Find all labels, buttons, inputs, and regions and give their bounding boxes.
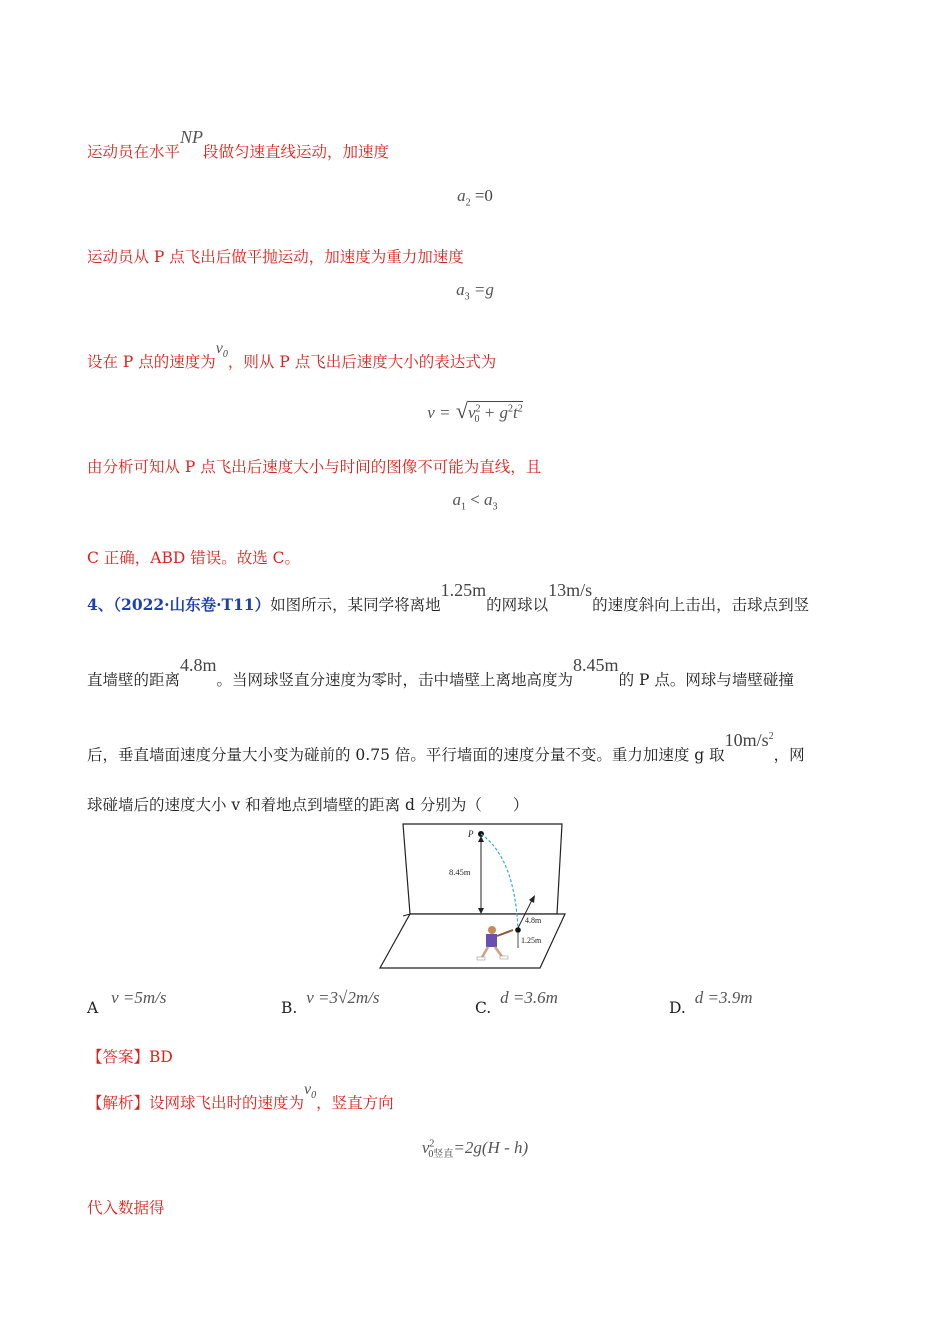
para3-text-2: ，则从 P 点飞出后速度大小的表达式为 xyxy=(227,353,497,371)
equation-3 xyxy=(0,398,950,425)
q4-v4: 8.45m xyxy=(573,655,619,675)
wall-plane xyxy=(403,824,562,914)
eq2-a: a xyxy=(456,280,465,299)
eq4-lt: < xyxy=(465,490,485,509)
sqrt-radicand xyxy=(468,401,523,426)
analysis-text: 【解析】设网球飞出时的速度为 xyxy=(87,1094,305,1112)
eq4-a1: a xyxy=(452,490,461,509)
option-d[interactable] xyxy=(669,988,753,1017)
q4-l2b: 。当网球竖直分速度为零时，击中墙壁上离地高度为 xyxy=(216,671,574,689)
paragraph-4: 由分析可知从 P 点飞出后速度大小与时间的图像不可能为直线，且 xyxy=(87,458,542,476)
analysis-v-letter: v xyxy=(304,1081,312,1098)
question-4-line-4: 球碰墙后的速度大小 v 和着地点到墙壁的距离 d 分别为（ ） xyxy=(87,796,529,814)
equation-5 xyxy=(0,1138,950,1160)
option-d-value: d =3.9m xyxy=(694,988,753,1007)
analysis-line xyxy=(87,1081,394,1115)
q4-v5-sup: 2 xyxy=(768,731,774,742)
q4-v3: 4.8m xyxy=(180,655,217,675)
eq4-sub1: 1 xyxy=(460,501,466,513)
option-b-value: v =3√2m/s xyxy=(306,988,380,1007)
eq3-sup3: 2 xyxy=(517,403,523,415)
eq3-sub0: 0 xyxy=(474,414,480,426)
q4-l2c: 的 P 点。网球与墙壁碰撞 xyxy=(618,671,794,689)
option-c[interactable] xyxy=(475,988,558,1017)
option-a-value: v =5m/s xyxy=(111,988,167,1007)
paragraph-1 xyxy=(87,127,390,162)
analysis-text-2: ，竖直方向 xyxy=(316,1094,394,1112)
eq5-sup: 2 xyxy=(429,1138,435,1150)
option-a[interactable] xyxy=(87,988,167,1017)
eq1-a: a xyxy=(457,186,466,205)
question-4-line-3 xyxy=(87,730,805,765)
eq3-v: v xyxy=(468,403,476,422)
paragraph-6: 代入数据得 xyxy=(87,1199,165,1217)
para3-v-letter: v xyxy=(215,340,223,357)
equation-2 xyxy=(0,280,950,302)
eq1-sub: 2 xyxy=(465,197,471,209)
option-d-letter: D. xyxy=(669,999,686,1017)
eq5-rest: =2g(H - h) xyxy=(453,1138,529,1157)
question-4-line-1 xyxy=(87,580,810,615)
eq5-sub: 0竖直 xyxy=(428,1149,454,1161)
para3-v-sub: 0 xyxy=(222,349,228,361)
option-c-letter: C. xyxy=(475,999,492,1017)
label-distance: 4.8m xyxy=(525,916,542,925)
eq3-t: t xyxy=(513,403,518,422)
option-b-letter: B. xyxy=(281,999,298,1017)
eq5-v: v xyxy=(421,1138,430,1157)
label-height-ball: 1.25m xyxy=(521,936,542,945)
q4-l1b: 的网球以 xyxy=(486,596,549,614)
equation-1 xyxy=(0,186,950,208)
q4-v2: 13m/s xyxy=(548,580,593,600)
paragraph-3 xyxy=(87,340,497,374)
eq3-mid: + g xyxy=(479,403,509,422)
option-a-letter: A xyxy=(87,999,99,1017)
eq2-sub: 3 xyxy=(464,291,470,303)
eq1-rest: =0 xyxy=(470,186,493,205)
paragraph-5: C 正确，ABD 错误。故选 C。 xyxy=(87,549,301,567)
eq2-rest: =g xyxy=(469,280,494,299)
analysis-v-sub: 0 xyxy=(311,1090,317,1102)
question-4-line-2 xyxy=(87,655,794,690)
label-p: P xyxy=(468,829,474,839)
q4-l2a: 直墙壁的距离 xyxy=(87,671,181,689)
para3-text: 设在 P 点的速度为 xyxy=(87,353,216,371)
para1-text: 运动员在水平 xyxy=(87,143,181,161)
q4-v1: 1.25m xyxy=(440,580,487,600)
option-b[interactable] xyxy=(281,988,380,1017)
para3-v xyxy=(215,340,228,361)
eq3-lhs: v = xyxy=(427,403,451,422)
para1-text-2: 段做匀速直线运动，加速度 xyxy=(203,143,390,161)
answer-line: 【答案】BD xyxy=(87,1048,173,1066)
eq3-sup1: 2 xyxy=(475,403,481,415)
q4-l1a: 如图所示，某同学将离地 xyxy=(270,596,441,614)
q4-l3b: ，网 xyxy=(773,746,805,764)
tennis-wall-figure xyxy=(375,818,575,973)
label-height-wall: 8.45m xyxy=(449,867,471,877)
q4-l3a: 后，垂直墙面速度分量大小变为碰前的 0.75 倍。平行墙面的速度分量不变。重力加速度 g 取 xyxy=(87,746,725,764)
eq4-a3: a xyxy=(484,490,493,509)
ball xyxy=(515,927,521,933)
analysis-v xyxy=(304,1081,317,1102)
question-number: 4、（2022·山东卷·T11） xyxy=(87,595,271,614)
eq3-sup2: 2 xyxy=(508,403,514,415)
q4-v5-value: 10m/s xyxy=(724,730,769,750)
q4-v5 xyxy=(725,730,774,750)
q4-l1c: 的速度斜向上击出，击球点到竖 xyxy=(592,596,810,614)
equation-4 xyxy=(0,490,950,512)
para1-symbol: NP xyxy=(180,127,204,147)
sqrt-sign: √ xyxy=(455,398,468,423)
paragraph-2: 运动员从 P 点飞出后做平抛运动，加速度为重力加速度 xyxy=(87,248,464,266)
eq4-sub3: 3 xyxy=(492,501,498,513)
option-c-value: d =3.6m xyxy=(500,988,558,1007)
